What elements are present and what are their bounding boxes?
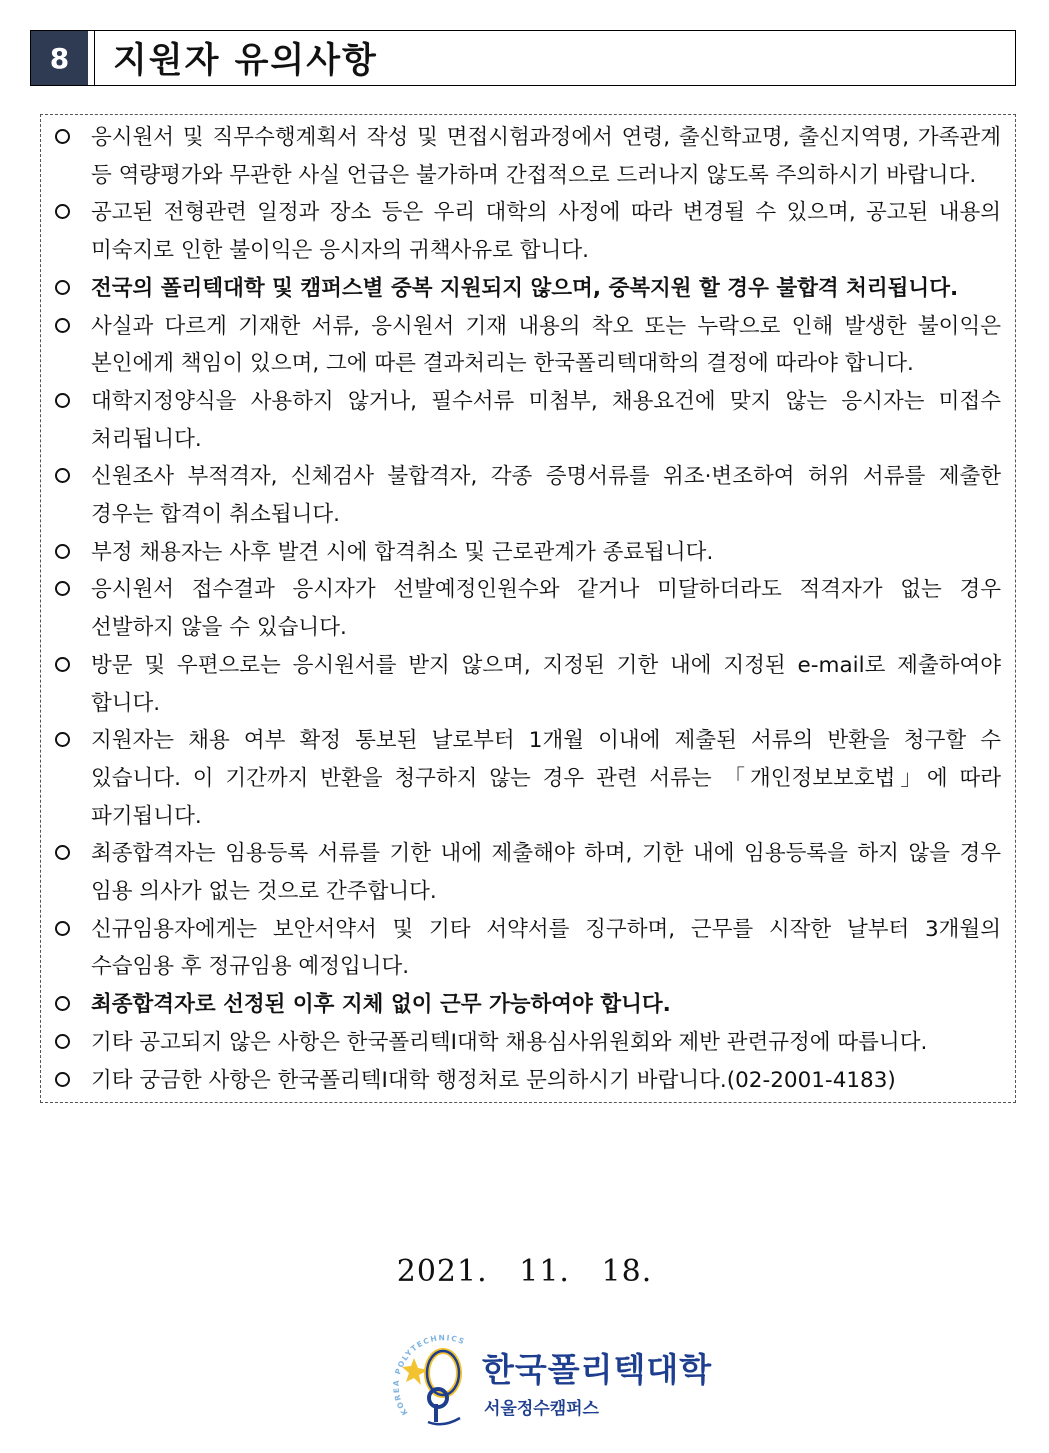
notice-text: 방문 및 우편으로는 응시원서를 받지 않으며, 지정된 기한 내에 지정된 e-mail로 제출하여야 합니다.: [91, 652, 1001, 716]
section-title: 지원자 유의사항: [94, 31, 1015, 85]
notice-text: 신규임용자에게는 보안서약서 및 기타 서약서를 징구하며, 근무를 시작한 날부터 3개월의 수습임용 후 정규임용 예정입니다.: [91, 916, 1001, 980]
section-number: 8: [31, 31, 94, 85]
logo-name: 한국폴리텍대학: [482, 1350, 713, 1389]
circle-bullet-icon: [53, 911, 91, 986]
notice-item: [53, 458, 1001, 533]
notice-item: [53, 383, 1001, 458]
notice-text: 응시원서 및 직무수행계획서 작성 및 면접시험과정에서 연령, 출신학교명, 출신지역명, 가족관계 등 역량평가와 무관한 사실 언급은 불가하며 간접적으로 드러나지 않도록 주의하시기 바랍니다.: [91, 125, 1001, 188]
circle-bullet-icon: [53, 835, 91, 910]
circle-bullet-icon: [53, 383, 91, 458]
notice-text: 대학지정양식을 사용하지 않거나, 필수서류 미첨부, 채용요건에 맞지 않는 응시자는 미접수 처리됩니다.: [91, 388, 1001, 452]
notice-item: [53, 986, 1001, 1024]
notice-item: [53, 835, 1001, 910]
notice-text: 사실과 다르게 기재한 서류, 응시원서 기재 내용의 착오 또는 누락으로 인해 발생한 불이익은 본인에게 책임이 있으며, 그에 따른 결과처리는 한국폴리텍대학의 결정에 따라야 합니다.: [91, 313, 1001, 377]
circle-bullet-icon: [53, 986, 91, 1024]
logo-ring-text: KOREA POLYTECHNICS: [391, 1333, 467, 1417]
section-header: [30, 30, 1016, 86]
circle-bullet-icon: [53, 308, 91, 383]
notice-text: 최종합격자는 임용등록 서류를 기한 내에 제출해야 하며, 기한 내에 임용등록을 하지 않을 경우 임용 의사가 없는 것으로 간주합니다.: [91, 841, 1001, 905]
notice-text: 기타 공고되지 않은 사항은 한국폴리텍I대학 채용심사위원회와 제반 관련규정에 따릅니다.: [91, 1029, 928, 1055]
circle-bullet-icon: [53, 722, 91, 835]
notice-text: 부정 채용자는 사후 발견 시에 합격취소 및 근로관계가 종료됩니다.: [91, 539, 714, 565]
notice-text: 전국의 폴리텍대학 및 캠퍼스별 중복 지원되지 않으며, 중복지원 할 경우 불합격 처리됩니다.: [91, 275, 959, 301]
circle-bullet-icon: [53, 458, 91, 533]
notice-item: [53, 534, 1001, 572]
logo-campus: 서울정수캠퍼스: [484, 1399, 599, 1419]
circle-bullet-icon: [53, 534, 91, 572]
notice-item: [53, 119, 1001, 194]
notice-text: 신원조사 부적격자, 신체검사 불합격자, 각종 증명서류를 위조·변조하여 허위 서류를 제출한 경우는 합격이 취소됩니다.: [91, 464, 1001, 528]
notice-item: [53, 911, 1001, 986]
notice-box: [40, 114, 1016, 1103]
notice-item: [53, 308, 1001, 383]
notice-item: [53, 194, 1001, 269]
notice-item: [53, 722, 1001, 835]
polytechnics-emblem-icon: [388, 1318, 488, 1433]
circle-bullet-icon: [53, 647, 91, 722]
polytechnics-logo: [388, 1318, 713, 1433]
circle-bullet-icon: [53, 1024, 91, 1062]
notice-text: 공고된 전형관련 일정과 장소 등은 우리 대학의 사정에 따라 변경될 수 있으며, 공고된 내용의 미숙지로 인한 불이익은 응시자의 귀책사유로 합니다.: [91, 200, 1001, 264]
circle-bullet-icon: [53, 1062, 91, 1100]
notice-item: [53, 571, 1001, 646]
circle-bullet-icon: [53, 194, 91, 269]
notice-text: 응시원서 접수결과 응시자가 선발예정인원수와 같거나 미달하더라도 적격자가 없는 경우 선발하지 않을 수 있습니다.: [91, 577, 1001, 641]
notice-text: 기타 궁금한 사항은 한국폴리텍I대학 행정처로 문의하시기 바랍니다.(02-2001-4183): [91, 1067, 896, 1093]
notice-text: 지원자는 채용 여부 확정 통보된 날로부터 1개월 이내에 제출된 서류의 반환을 청구할 수 있습니다. 이 기간까지 반환을 청구하지 않는 경우 관련 서류는 「개인정보보호법」에 따라 파기됩니다.: [91, 728, 1001, 829]
document-date: 2021. 11. 18.: [396, 1254, 653, 1289]
circle-bullet-icon: [53, 571, 91, 646]
notice-item: [53, 1024, 1001, 1062]
notice-item: [53, 1062, 1001, 1100]
notice-item: [53, 270, 1001, 308]
notice-item: [53, 647, 1001, 722]
circle-bullet-icon: [53, 119, 91, 194]
circle-bullet-icon: [53, 270, 91, 308]
notice-text: 최종합격자로 선정된 이후 지체 없이 근무 가능하여야 합니다.: [91, 992, 671, 1018]
